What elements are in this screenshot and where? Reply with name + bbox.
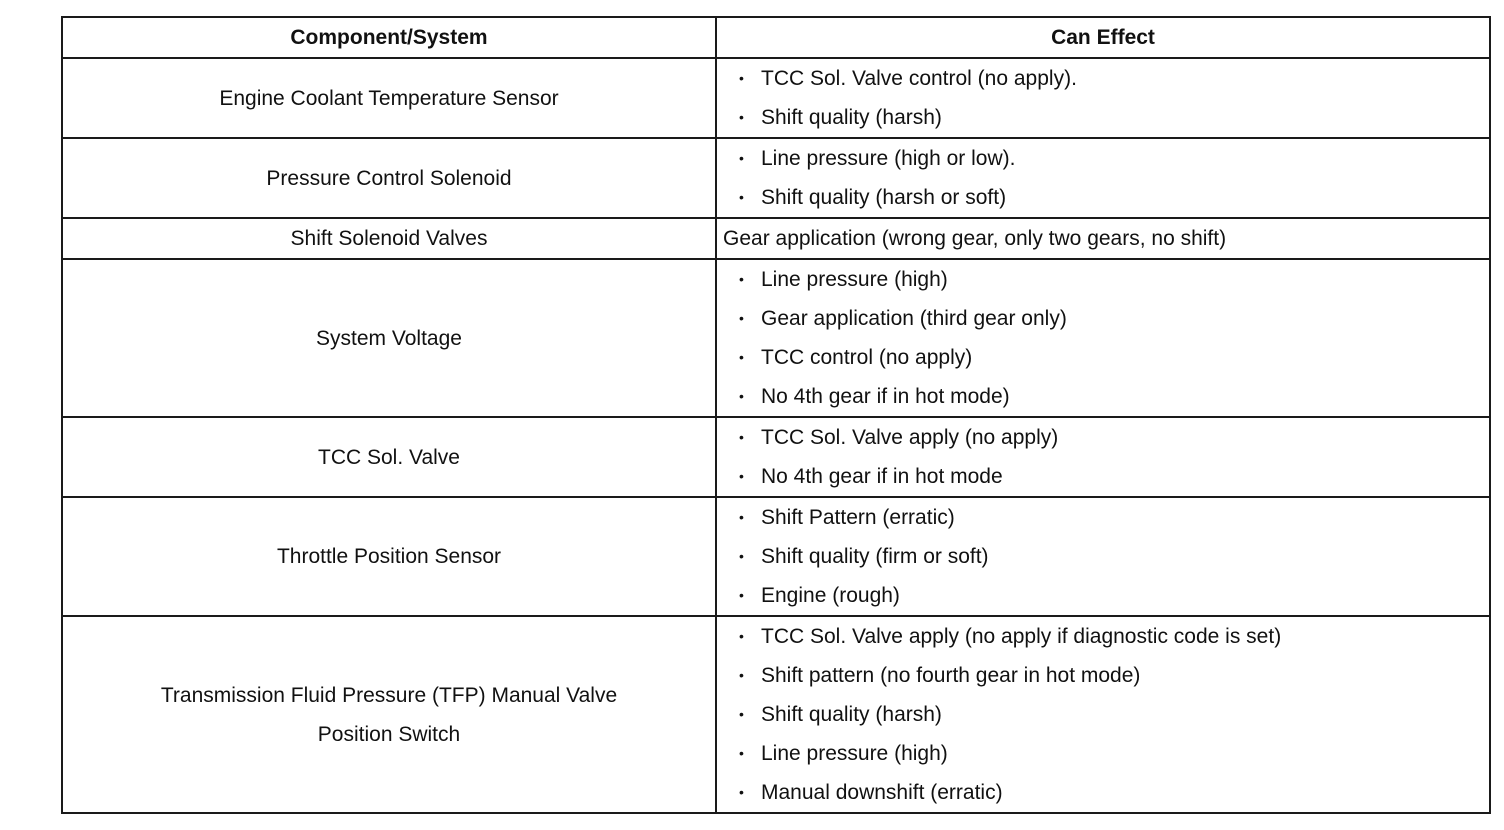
effect-cell [716, 58, 1490, 138]
component-cell [62, 616, 716, 813]
component-line: Position Switch [317, 722, 461, 746]
effect-item: • Shift quality (harsh or soft) [761, 178, 1489, 217]
effect-list [717, 59, 1489, 137]
table-row [62, 138, 1490, 218]
effect-cell [716, 616, 1490, 813]
effect-item: • Line pressure (high) [761, 734, 1489, 773]
effect-item: • Line pressure (high or low). [761, 139, 1489, 178]
effect-item: • Shift quality (harsh) [761, 98, 1489, 137]
table-row [62, 417, 1490, 497]
effect-list [717, 498, 1489, 615]
effect-list [717, 139, 1489, 217]
effect-list [717, 418, 1489, 496]
effect-item: • TCC Sol. Valve control (no apply). [761, 59, 1489, 98]
table-row [62, 616, 1490, 813]
effect-list [717, 617, 1489, 812]
effect-item: • Line pressure (high) [761, 260, 1489, 299]
effect-cell [716, 138, 1490, 218]
table-row [62, 58, 1490, 138]
effect-item: • Shift quality (harsh) [761, 695, 1489, 734]
effect-cell [716, 259, 1490, 417]
effect-item: • Gear application (third gear only) [761, 299, 1489, 338]
component-cell: Throttle Position Sensor [62, 497, 716, 616]
component-line: Transmission Fluid Pressure (TFP) Manual Valve [160, 683, 618, 707]
effect-text: Gear application (wrong gear, only two gears, no shift) [723, 227, 1227, 250]
component-cell: Shift Solenoid Valves [62, 218, 716, 259]
effect-cell [716, 417, 1490, 497]
table-row [62, 259, 1490, 417]
effect-item: • No 4th gear if in hot mode) [761, 377, 1489, 416]
effect-cell [716, 497, 1490, 616]
component-cell: System Voltage [62, 259, 716, 417]
component-cell: TCC Sol. Valve [62, 417, 716, 497]
effect-item: • Engine (rough) [761, 576, 1489, 615]
component-cell: Pressure Control Solenoid [62, 138, 716, 218]
effect-item: • TCC Sol. Valve apply (no apply) [761, 418, 1489, 457]
table-header-row [62, 17, 1490, 58]
effect-item: • Shift pattern (no fourth gear in hot mode) [761, 656, 1489, 695]
effect-list [717, 260, 1489, 416]
effect-item: • Shift Pattern (erratic) [761, 498, 1489, 537]
component-cell: Engine Coolant Temperature Sensor [62, 58, 716, 138]
header-component-system: Component/System [62, 17, 716, 58]
effect-item: • Shift quality (firm or soft) [761, 537, 1489, 576]
component-effect-table [61, 16, 1491, 814]
effect-item: • TCC Sol. Valve apply (no apply if diagnostic code is set) [761, 617, 1489, 656]
effect-item: • Manual downshift (erratic) [761, 773, 1489, 812]
header-can-effect: Can Effect [716, 17, 1490, 58]
effect-item: • No 4th gear if in hot mode [761, 457, 1489, 496]
table-row [62, 218, 1490, 259]
table-row [62, 497, 1490, 616]
effect-cell [716, 218, 1490, 259]
effect-item: • TCC control (no apply) [761, 338, 1489, 377]
